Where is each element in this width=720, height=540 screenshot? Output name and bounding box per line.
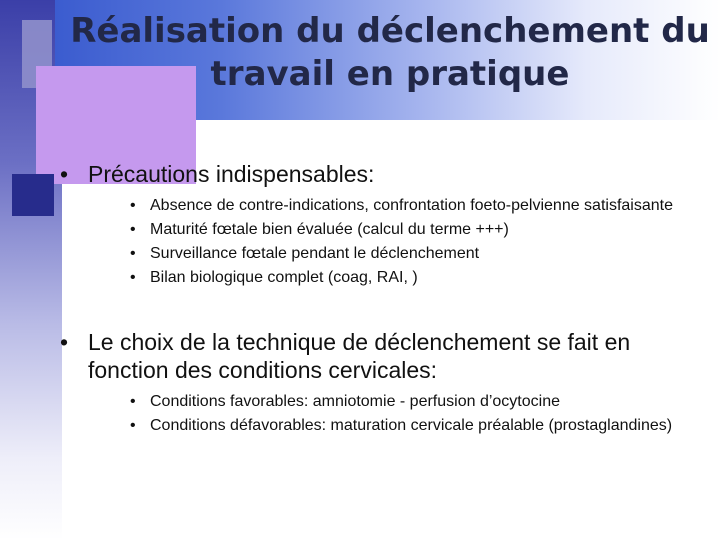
list-item: [60, 220, 700, 240]
section-heading: Le choix de la technique de déclenchement se fait en fonction des conditions cervicales:: [88, 329, 631, 383]
bullet-icon: •: [60, 161, 69, 187]
list-item-text: Conditions favorables: amniotomie - perfusion d’ocytocine: [150, 393, 560, 410]
list-item-text: Surveillance fœtale pendant le déclenchement: [150, 245, 480, 262]
bullet-icon: •: [60, 329, 69, 355]
sub-bullet-list: [60, 392, 700, 436]
list-item-text: Absence de contre-indications, confrontation foeto-pelvienne satisfaisante: [150, 197, 673, 214]
section-precautions: [60, 160, 700, 288]
bullet-icon: •: [130, 393, 136, 410]
list-item-text: Maturité fœtale bien évaluée (calcul du terme +++): [150, 221, 509, 238]
sub-bullet-list: [60, 196, 700, 288]
bullet-icon: •: [130, 269, 136, 286]
slide-body: [60, 160, 700, 440]
decorative-square-navy: [12, 174, 54, 216]
list-item: [60, 268, 700, 288]
list-item-text: Conditions défavorables: maturation cervicale préalable (prostaglandines): [150, 417, 673, 434]
list-item: [60, 416, 700, 436]
section-technique-choice: [60, 328, 700, 436]
bullet-icon: •: [130, 245, 136, 262]
bullet-level1: [60, 160, 700, 188]
bullet-icon: •: [130, 197, 136, 214]
bullet-level1: [60, 328, 700, 384]
list-item: [60, 196, 700, 216]
list-item: [60, 392, 700, 412]
bullet-icon: •: [130, 221, 136, 238]
list-item-text: Bilan biologique complet (coag, RAI, ): [150, 269, 418, 286]
section-heading: Précautions indispensables:: [88, 161, 375, 187]
slide-title: Réalisation du déclenchement du travail en pratique: [70, 11, 710, 94]
list-item: [60, 244, 700, 264]
bullet-icon: •: [130, 417, 136, 434]
